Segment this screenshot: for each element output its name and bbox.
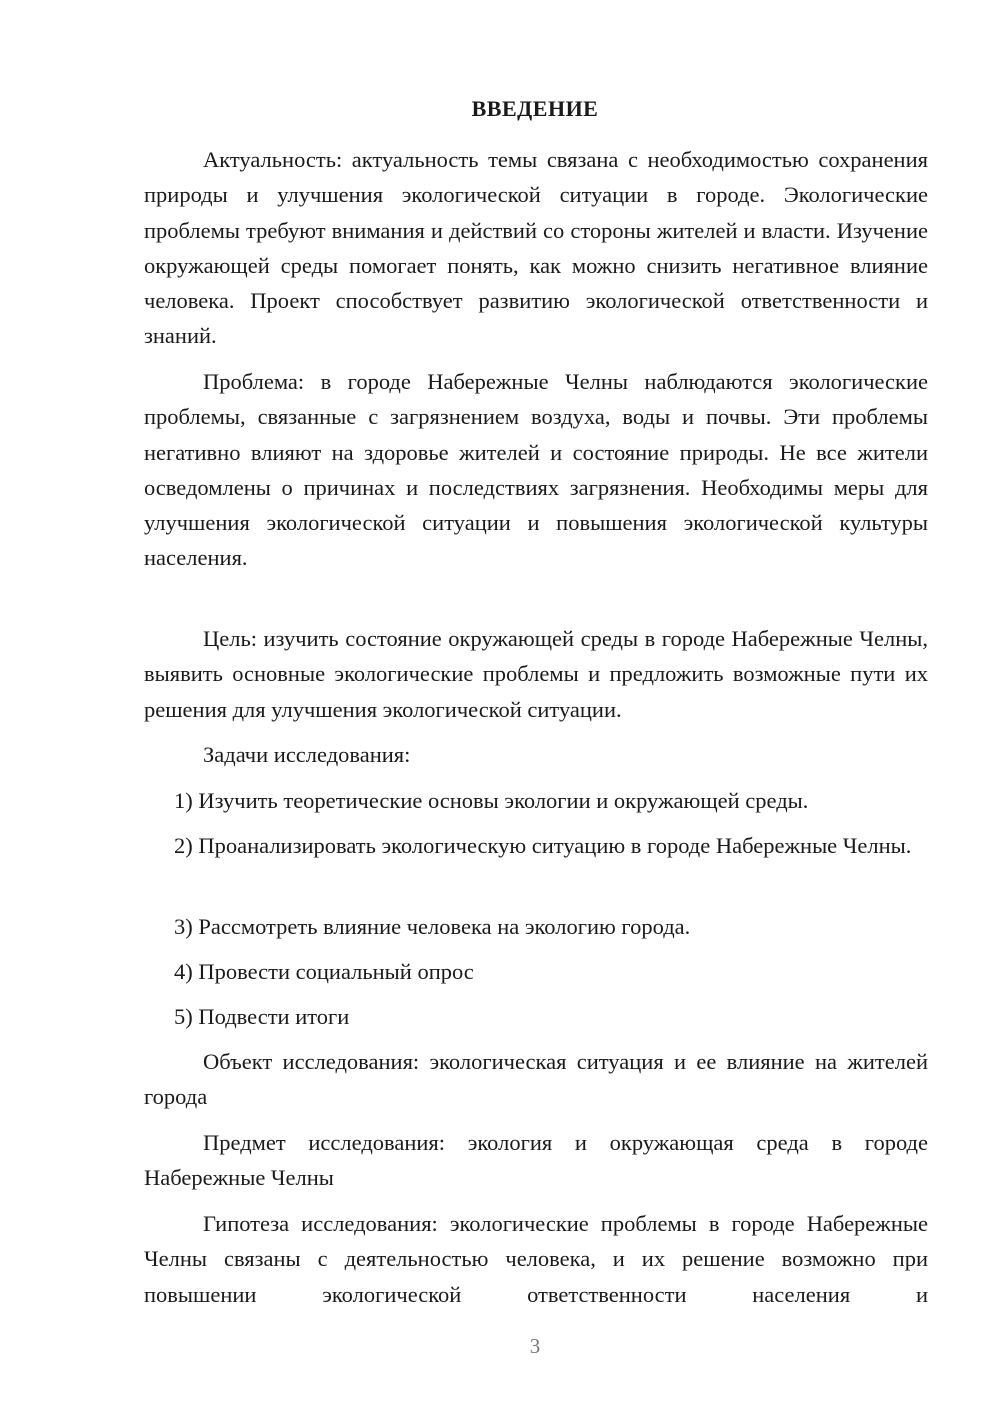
page-number: 3	[529, 1334, 541, 1358]
task-item: 2) Проанализировать экологическую ситуацию в городе Набережные Челны.	[174, 833, 912, 858]
paragraph-problem: Проблема: в городе Набережные Челны наблюдаются экологические проблемы, связанные с загрязнением воздуха, воды и почвы. Эти проблемы негативно влияют на здоровье жителей и состояние природы. Не все жители осведомлены о причинах и последствиях загрязнения. Необходимы меры для улучшения экологической ситуации и повышения экологической культуры населения.	[144, 369, 928, 571]
paragraph-relevance: Актуальность: актуальность темы связана с необходимостью сохранения природы и улучшения экологической ситуации в городе. Экологические проблемы требуют внимания и действий со стороны жителей и власти. Изучение окружающей среды помогает понять, как можно снизить негативное влияние человека. Проект способствует развитию экологической ответственности и знаний.	[144, 147, 928, 349]
task-item: 5) Подвести итоги	[174, 1004, 350, 1029]
paragraph-hypothesis: Гипотеза исследования: экологические проблемы в городе Набережные Челны связаны с деятельностью человека, и их решение возможно при повышении экологической ответственности населения и	[144, 1211, 928, 1307]
paragraph-goal: Цель: изучить состояние окружающей среды в городе Набережные Челны, выявить основные экологические проблемы и предложить возможные пути их решения для улучшения экологической ситуации.	[144, 626, 928, 722]
paragraph-object: Объект исследования: экологическая ситуация и ее влияние на жителей города	[144, 1049, 928, 1110]
paragraph-subject: Предмет исследования: экология и окружающая среда в городе Набережные Челны	[144, 1130, 928, 1191]
task-item: 3) Рассмотреть влияние человека на экологию города.	[174, 914, 691, 939]
section-title: ВВЕДЕНИЕ	[471, 96, 599, 121]
task-item: 1) Изучить теоретические основы экологии и окружающей среды.	[174, 788, 809, 813]
task-item: 4) Провести социальный опрос	[174, 959, 474, 984]
tasks-heading: Задачи исследования:	[203, 742, 411, 767]
